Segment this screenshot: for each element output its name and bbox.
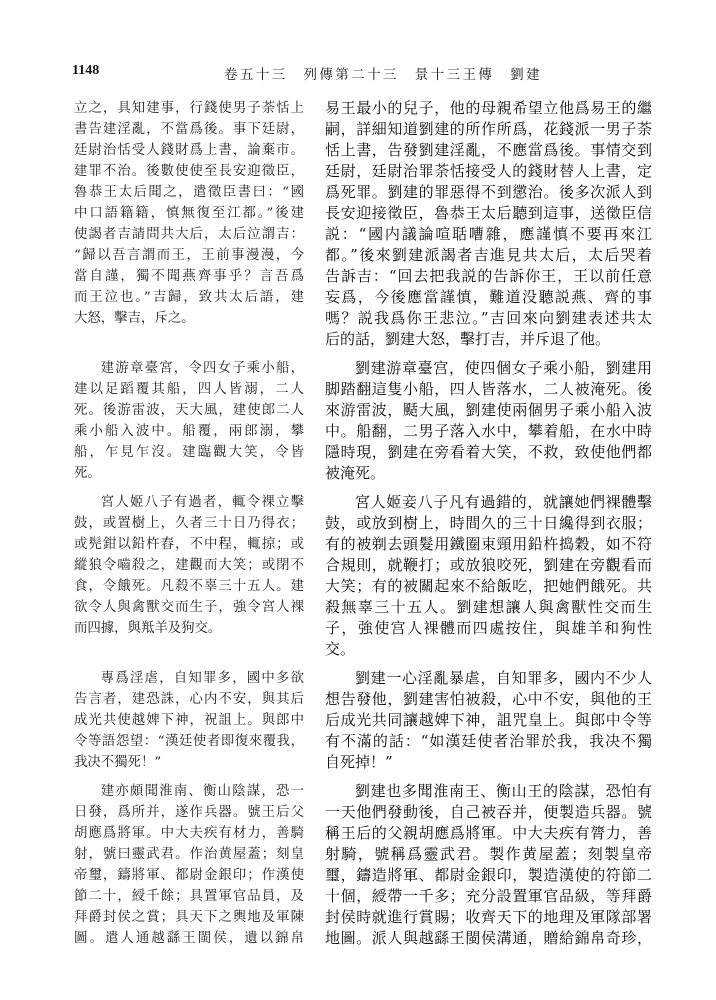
running-title: 卷五十三 列傳第二十三 景十三王傳 劉建 [224, 67, 542, 83]
text-line: 有的被剃去頭髮用鐵圈束頸用鉛杵捣穀，如不符 [325, 535, 652, 553]
text-line: 廷尉治恬受人錢財爲上書，論棄市。 [74, 143, 304, 158]
text-line: 而王泣也。”吉歸，致共太后語，建 [74, 290, 304, 305]
text-line: 璽，鑄造將軍、都尉金銀印，製造漢使的符節二 [325, 866, 652, 884]
translation-paragraph [325, 781, 652, 949]
classical-text-paragraph [74, 492, 304, 639]
text-line: 自死掉！” [325, 753, 393, 771]
text-line: 帝璽，鑄將軍、都尉金銀印；作漢使 [74, 868, 304, 883]
text-line: 當自謹，獨不聞燕齊事乎？言吾爲 [74, 269, 304, 284]
text-line: 脚踏翻這隻小船，四人皆落水，二人被淹死。後 [325, 380, 652, 398]
text-line: 易王最小的兒子，他的母親希望立他爲易王的繼 [325, 99, 652, 117]
text-line: 專爲淫虐，自知罪多，國中多欲 [100, 671, 304, 686]
paragraph-pair [74, 98, 654, 350]
paragraph-pair [74, 781, 654, 949]
text-line: 建罪不治。後數使使至長安迎徵臣， [74, 164, 304, 179]
text-line: 死。後游雷波，天大風，建使郎二人 [74, 403, 304, 418]
text-line: 射騎，號稱爲靈武君。製作黄屋蓋；刻製皇帝 [325, 845, 652, 863]
text-line: 想告發他，劉建害怕被殺，心中不安，與他的王 [325, 690, 652, 708]
text-line: 日發，爲所并，遂作兵器。號王后父 [74, 805, 304, 820]
text-line: 劉建也多聞淮南王、衡山王的陰謀，恐怕有 [355, 782, 652, 800]
page-body [74, 98, 654, 957]
text-line: 十個，綬帶一千多；充分設置軍官品級，等拜爵 [325, 887, 652, 905]
text-line: 宮人姬八子有過者，輒令裸立擊 [100, 495, 304, 510]
text-line: 大怒，擊吉，斥之。 [74, 311, 195, 326]
classical-text-paragraph [74, 358, 304, 484]
text-line: 妄爲，今後應當謹慎，難道没聽説燕、齊的事 [325, 288, 652, 306]
translation-paragraph [325, 358, 652, 484]
text-line: 告訴吉：“回去把我説的告訴你王，王以前任意 [325, 267, 652, 285]
text-line: 恬上書，告發劉建淫亂，不應當爲後。事情交到 [325, 141, 652, 159]
text-line: 中口語籍籍，慎無復至江都。”後建 [74, 206, 304, 221]
text-line: 被淹死。 [325, 464, 386, 482]
text-line: 子，強使宫人裸體而四處按住，與雄羊和狗性 [325, 619, 652, 637]
text-line: 都。”後來劉建派謁者吉進見共太后，太后哭着 [325, 246, 652, 264]
text-line: 交。 [325, 640, 356, 658]
text-line: 胡應爲將軍。中大夫疾有材力，善騎 [74, 826, 304, 841]
text-line: 我决不獨死！” [74, 755, 162, 770]
paragraph-pair [74, 358, 654, 484]
text-line: 爲死罪。劉建的罪惡得不到懲治。後多次派人到 [325, 183, 652, 201]
text-line: 廷尉，廷尉治罪荼恬接受人的錢財替人上書，定 [325, 162, 652, 180]
text-line: 圖。遣人通越繇王閩侯，遺以錦帛 [74, 931, 304, 946]
text-line: 建亦頗聞淮南、衡山陰謀，恐一 [100, 784, 304, 799]
text-line: 建以足蹈覆其船，四人皆溺，二人 [74, 382, 304, 397]
text-line: 嗎？説我爲你王悲泣。”吉回來向劉建表述共太 [325, 309, 652, 327]
text-line: 長安迎接徵臣，魯恭王太后聽到這事，送徵臣信 [325, 204, 652, 222]
text-line: 嗣，詳細知道劉建的所作所爲，花錢派一男子荼 [325, 120, 652, 138]
text-line: 稱王后的父親胡應爲將軍。中大夫疾有膂力，善 [325, 824, 652, 842]
text-line: 一天他們發動後，自己被吞并，便製造兵器。號 [325, 803, 652, 821]
text-line: 死。 [74, 466, 101, 481]
text-line: 乘小船入波中。船覆，兩郎溺，攀 [74, 424, 304, 439]
classical-text-paragraph [74, 98, 304, 329]
classical-text-paragraph [74, 781, 304, 949]
text-line: 來游雷波，颳大風，劉建使兩個男子乘小船入波 [325, 401, 652, 419]
page-number: 1148 [72, 63, 100, 78]
text-line: 大笑；有的被關起來不給飯吃，把她們餓死。共 [325, 577, 652, 595]
text-line: 説：“國内議論喧聒嘈雜，應謹慎不要再來江 [325, 225, 652, 243]
text-line: 而四據，與羝羊及狗交。 [74, 621, 222, 636]
text-line: 欲令人與禽獸交而生子，強令宮人裸 [74, 600, 304, 615]
text-line: 使謁者吉請問共大后，太后泣謂吉： [74, 227, 304, 242]
text-line: 或髡鉗以鉛杵舂，不中程，輒掠；或 [74, 537, 304, 552]
text-line: 射，號曰靈武君。作治黄屋蓋；刻皇 [74, 847, 304, 862]
translation-paragraph [325, 98, 652, 350]
text-line: 封侯時就進行賞賜；收齊天下的地理及軍隊部署 [325, 908, 652, 926]
text-line: “歸以吾言謂而王，王前事漫漫，今 [74, 248, 304, 263]
text-line: 有不滿的話：“如漢廷使者治罪於我，我决不獨 [325, 732, 652, 750]
translation-paragraph [325, 668, 652, 773]
text-line: 后成光共同讓越婢下神，詛咒皇上。與郎中令等 [325, 711, 652, 729]
text-line: 縱狼令嚙殺之，建觀而大笑；或閉不 [74, 558, 304, 573]
text-line: 鼓，或置樹上，久者三十日乃得衣； [74, 516, 304, 531]
text-line: 告言者，建恐誅，心内不安，與其后 [74, 692, 304, 707]
text-line: 成光共使越婢下神，祝詛上。與郎中 [74, 713, 304, 728]
text-line: 后的話，劉建大怒，擊打吉，并斥退了他。 [325, 330, 611, 348]
text-line: 隱時現，劉建在旁看着大笑，不救，致使他們都 [325, 443, 652, 461]
text-line: 地圖。派人與越繇王閩侯溝通，贈給錦帛奇珍， [325, 929, 652, 947]
text-line: 鼓，或放到樹上，時間久的三十日纔得到衣服； [325, 514, 652, 532]
text-line: 中。船翻，二男子落入水中，攀着船，在水中時 [325, 422, 652, 440]
classical-text-paragraph [74, 668, 304, 773]
text-line: 拜爵封侯之賞；具天下之輿地及軍陳 [74, 910, 304, 925]
text-line: 宮人姬妾八子凡有過錯的，就讓她們裸體擊 [355, 493, 652, 511]
paragraph-pair [74, 668, 654, 773]
text-line: 船，乍見乍沒。建臨觀大笑，令皆 [74, 445, 304, 460]
text-line: 殺無辜三十五人。劉建想讓人與禽獸性交而生 [325, 598, 652, 616]
paragraph-pair [74, 492, 654, 660]
text-line: 劉建游章臺宫，使四個女子乘小船，劉建用 [355, 359, 652, 377]
text-line: 令等語怨望：“漢廷使者即復來覆我， [74, 734, 304, 749]
translation-paragraph [325, 492, 652, 660]
text-line: 劉建一心淫亂暴虐，自知罪多，國内不少人 [355, 669, 652, 687]
text-line: 建游章臺宮，令四女子乘小船， [100, 361, 304, 376]
text-line: 魯恭王太后聞之，遣徵臣書曰：“國 [74, 185, 304, 200]
text-line: 立之，具知建事，行錢使男子荼恬上 [74, 101, 304, 116]
text-line: 合規則，就鞭打；或放狼咬死，劉建在旁觀看而 [325, 556, 652, 574]
text-line: 節二十，綬千餘；具置軍官品員，及 [74, 889, 304, 904]
text-line: 食，令餓死。凡殺不辜三十五人。建 [74, 579, 304, 594]
text-line: 書告建淫亂，不當爲後。事下廷尉， [74, 122, 304, 137]
